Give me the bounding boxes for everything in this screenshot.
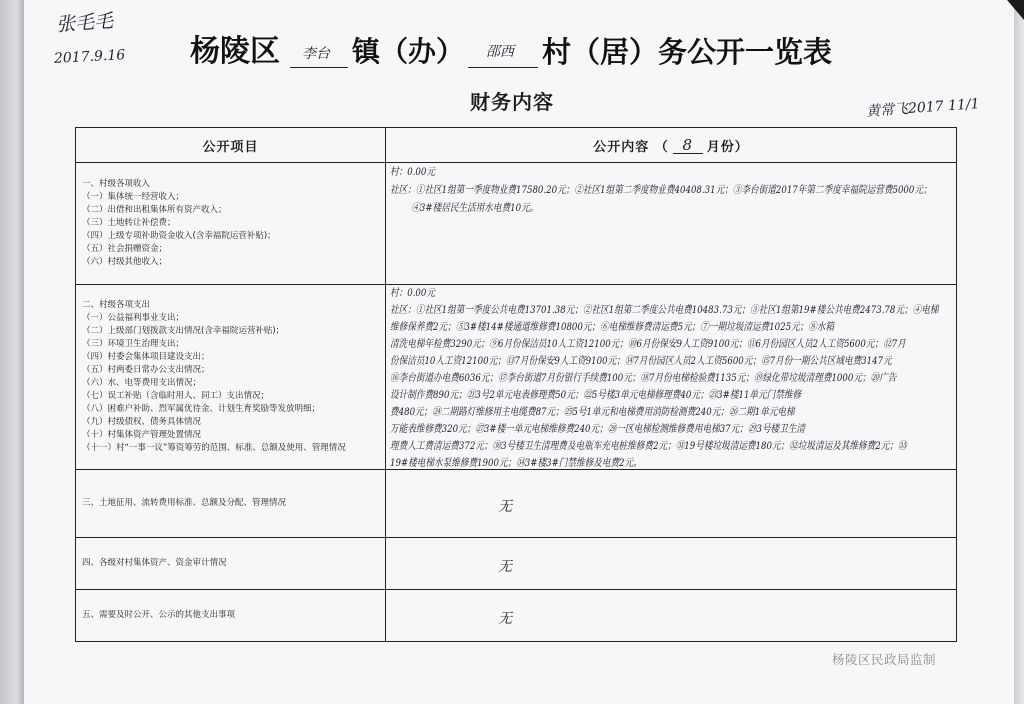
row-expense-items	[76, 285, 386, 470]
item-line: 五、需要及时公开、公示的其他支出事项	[82, 610, 236, 620]
header-content-suffix: 月份）	[706, 139, 749, 155]
item-line: 三、土地征用、流转费用标准、总额及分配、管理情况	[82, 498, 287, 508]
content-line: 万能表维修费320元；㉗3#楼一单元电梯维修费240元；㉘一区电梯检测维修费用电梯37元；㉙3号楼卫生清	[390, 423, 806, 435]
handwritten-signature: 黄常飞2017 11/1	[865, 96, 981, 120]
header-content	[386, 128, 957, 163]
content-line: 设计制作费890元；㉑3号2单元电表修理费50元；㉒5号楼3单元电梯修理费40元；㉓3#楼11单元门禁维修	[390, 389, 802, 401]
disclosure-table	[75, 127, 957, 642]
content-line: ④3#楼居民生活用水电费10元。	[411, 202, 539, 214]
item-line: 一、村级各项收入	[82, 179, 151, 189]
content-line: ⑯李台街道办电费6036元；⑰李台街道7月份银行手续费100元；⑱7月份电梯检验费1135元；⑲绿化带垃圾清理费1000元；⑳广告	[390, 372, 897, 384]
title-town-suffix: 镇（办）	[352, 35, 465, 68]
content-line: 清洗电梯年检费3290元；⑨6月份保洁员10人工资12100元；⑩6月份保安9人工资9100元；⑪6月份园区人员2人工资5600元；⑫7月	[390, 338, 906, 350]
content-line: 份保洁员10人工资12100元；⑬7月份保安9人工资9100元；⑭7月份园区人员2人工资5600元；⑮7月份一期公共区域电费3147元	[390, 355, 892, 367]
item-line: （十一）村“一事一议”筹资筹劳的范围、标准、总额及使用、管理情况	[82, 443, 346, 453]
item-line: 四、各级对村集体资产、资金审计情况	[82, 558, 227, 568]
item-line: （四）村委会集体项目建设支出；	[82, 352, 210, 362]
item-line: （三）土地转让补偿费；	[82, 218, 176, 228]
item-line: （二）出借和出租集体所有资产收入；	[82, 205, 227, 215]
title-village-suffix: 村（居）务公开一览表	[542, 35, 833, 69]
item-line: （一）公益福利事业支出；	[82, 313, 185, 323]
item-line: （九）村级债权、债务具体情况	[82, 417, 202, 427]
row-expense-content	[386, 285, 957, 470]
item-line: 二、村级各项支出	[82, 300, 151, 310]
header-item-label: 公开项目	[202, 139, 259, 155]
item-line: （十）村集体资产管理处置情况	[82, 430, 202, 440]
header-month-fill: 8	[673, 137, 703, 154]
header-content-prefix: 公开内容 （	[593, 139, 669, 155]
content-line: 理费人工费清运费372元；㉚3号楼卫生清理费及电瓶车充电桩维修费2元；㉛19号楼垃圾清运费180元；㉜垃圾清运及其维修费2元；㉝	[390, 440, 907, 452]
item-line: （一）集体统一经营收入；	[82, 192, 185, 202]
handwritten-date: 2017.9.16	[53, 47, 126, 67]
scan-edge-right	[1014, 0, 1024, 704]
content-none: 无	[498, 610, 512, 627]
scan-edge-left	[0, 0, 24, 704]
row-other-content	[386, 590, 957, 642]
row-audit-content	[386, 538, 957, 590]
footer-issuer: 杨陵区民政局监制	[832, 652, 937, 667]
content-line: 费480元；㉔二期路灯维修用主电缆费87元；㉕5号1单元和电梯费用消防检测费240元；㉖二期1单元电梯	[390, 406, 795, 418]
row-land-content	[386, 470, 957, 538]
content-none: 无	[498, 498, 512, 515]
item-line: （六）水、电等费用支出情况；	[82, 378, 202, 388]
item-line: （三）环境卫生治理支出；	[82, 339, 185, 349]
row-income-items	[76, 163, 386, 285]
title-town-fill: 李台	[302, 46, 330, 62]
content-line: 村：0.00元	[390, 166, 436, 178]
item-line: （七）误工补贴（含临时用人、同工）支出情况；	[82, 391, 270, 401]
content-line: 村：0.00元	[390, 287, 436, 299]
row-other-items	[76, 590, 386, 642]
title-district: 杨陵区	[190, 34, 280, 69]
item-line: （五）社会捐赠资金；	[82, 244, 168, 254]
item-line: （五）村两委日常办公支出情况；	[82, 365, 210, 375]
content-line: 19#楼电梯水泵维修费1900元；㉞3#楼3#门禁维修及电费2元。	[390, 457, 642, 469]
content-line: 社区：①社区1组第一季度物业费17580.20元；②社区1组第二季度物业费40408.31元；③李台街道2017年第二季度幸福院运营费5000元；	[390, 184, 932, 196]
content-none: 无	[498, 558, 512, 575]
row-income-content	[386, 163, 957, 285]
header-item	[76, 128, 386, 163]
item-line: （二）上级部门划拨款支出情况(含幸福院运营补贴)；	[82, 326, 285, 336]
item-line: （四）上级专项补助资金收入(含幸福院运营补贴)；	[82, 231, 276, 241]
row-land-items	[76, 470, 386, 538]
row-audit-items	[76, 538, 386, 590]
content-line: 维修保养费2元；⑤3#楼14#楼通道维修费10800元；⑥电梯维修费清运费5元；⑦一期垃圾清运费1025元；⑧水箱	[390, 321, 835, 333]
content-line: 社区：①社区1组第一季度公共电费13701.38元；②社区1组第二季度公共电费10483.73元；③社区1组第19#楼公共电费2473.78元；④电梯	[390, 304, 939, 316]
handwritten-name: 张毛毛	[55, 10, 114, 36]
item-line: （八）困难户补助、烈军属优待金、计划生育奖励等发放明细；	[82, 404, 321, 414]
title-village-fill: 邵西	[486, 44, 514, 60]
item-line: （六）村级其他收入；	[82, 257, 168, 267]
page-subtitle: 财务内容	[470, 90, 554, 114]
